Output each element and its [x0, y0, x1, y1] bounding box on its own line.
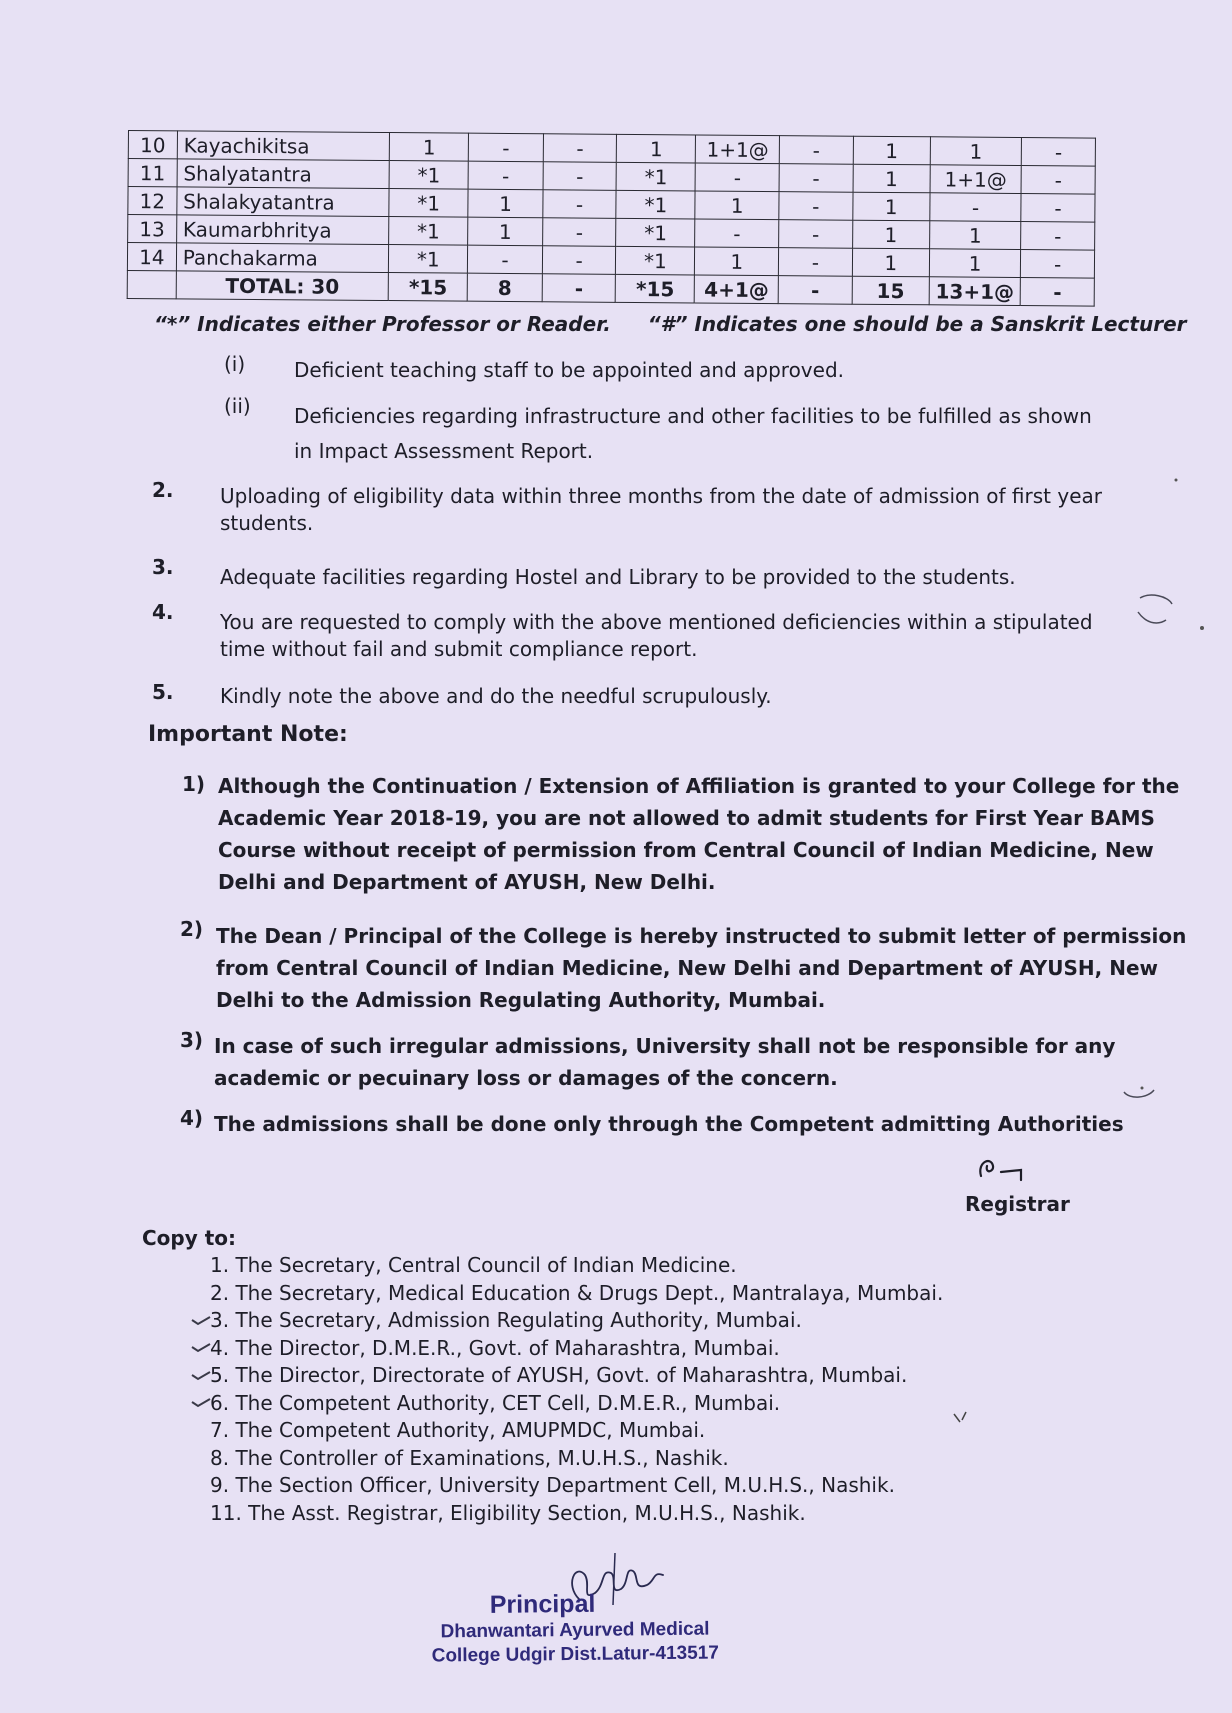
table-cell: 1: [468, 217, 543, 246]
table-cell: *1: [616, 246, 695, 275]
table-cell: Shalyatantra: [177, 159, 390, 189]
table-cell: *1: [389, 217, 468, 246]
item-text: Uploading of eligibility data within three months from the date of admission of first year: [220, 484, 1102, 508]
important-note-heading: Important Note:: [148, 722, 348, 747]
table-cell: 1+1@: [930, 165, 1022, 194]
staff-table-body: [127, 131, 1095, 307]
note-text: [214, 1108, 1124, 1140]
item-text-continued: time without fail and submit compliance report.: [220, 637, 698, 661]
note-number: 3): [180, 1028, 204, 1052]
table-cell: *1: [616, 218, 695, 247]
list-item: 11. The Asst. Registrar, Eligibility Section, M.U.H.S., Nashik.: [210, 1500, 806, 1525]
table-cell: 8: [467, 273, 542, 302]
table-cell: -: [543, 162, 617, 191]
sub-item-text-continued: in Impact Assessment Report.: [294, 439, 594, 463]
stamp-line: Dhanwantari Ayurved Medical: [440, 1618, 710, 1643]
table-cell: -: [1021, 166, 1095, 195]
list-item: 3. The Secretary, Admission Regulating Authority, Mumbai.: [210, 1308, 802, 1332]
table-cell: -: [1021, 194, 1095, 223]
note-line: Delhi and Department of AYUSH, New Delhi.: [218, 870, 716, 894]
list-item: 5. The Director, Directorate of AYUSH, Govt. of Maharashtra, Mumbai.: [210, 1363, 908, 1387]
table-cell: *1: [389, 161, 468, 190]
table-cell: 4+1@: [695, 275, 779, 304]
note-line: Academic Year 2018-19, you are not allowed to admit students for First Year BAMS: [218, 806, 1155, 830]
table-cell: *1: [616, 190, 695, 219]
table-cell: -: [543, 134, 617, 163]
table-cell: -: [930, 193, 1022, 222]
table-cell: -: [779, 164, 853, 193]
table-cell: 11: [128, 159, 177, 187]
table-cell: -: [1022, 138, 1096, 167]
list-item: 4. The Director, D.M.E.R., Govt. of Maharashtra, Mumbai.: [210, 1335, 780, 1360]
table-cell: 1: [695, 247, 779, 276]
table-cell: 15: [852, 276, 929, 305]
item-number: 4.: [152, 600, 174, 624]
stamp-line: College Udgir Dist.Latur-413517: [431, 1642, 719, 1667]
table-cell: 1: [853, 192, 930, 221]
tick-mark-icon: [190, 1396, 212, 1410]
table-cell: -: [778, 248, 852, 277]
legend-star: “*” Indicates either Professor or Reader.: [154, 312, 611, 336]
tick-mark-icon: [190, 1369, 212, 1383]
table-cell: 1+1@: [696, 135, 780, 164]
table-cell: Panchakarma: [176, 243, 389, 273]
table-cell: 1: [929, 249, 1021, 278]
table-cell: 10: [128, 131, 177, 159]
table-cell: -: [468, 245, 543, 274]
item-number: 5.: [152, 680, 174, 704]
item-number: 3.: [152, 555, 174, 579]
table-cell: -: [695, 163, 779, 192]
staff-table: [127, 130, 1096, 307]
sub-item-number: (ii): [224, 394, 251, 418]
list-item: 9. The Section Officer, University Department Cell, M.U.H.S., Nashik.: [210, 1473, 895, 1497]
note-line: Delhi to the Admission Regulating Authority, Mumbai.: [216, 988, 826, 1012]
table-cell: -: [469, 133, 544, 162]
table-cell: 1: [695, 191, 779, 220]
table-cell: -: [468, 161, 543, 190]
registrar-initials: [975, 1152, 1035, 1186]
list-item: 6. The Competent Authority, CET Cell, D.M.E.R., Mumbai.: [210, 1390, 781, 1415]
note-line: The admissions shall be done only through the Competent admitting Authorities: [214, 1112, 1124, 1136]
list-item: 2. The Secretary, Medical Education & Drugs Dept., Mantralaya, Mumbai.: [210, 1280, 944, 1305]
table-cell: 1: [930, 137, 1022, 166]
table-cell: -: [778, 276, 852, 305]
table-cell: -: [1021, 250, 1095, 279]
item-number: 2.: [152, 478, 174, 502]
table-cell: -: [1021, 222, 1095, 251]
table-cell: *15: [616, 274, 695, 303]
item-text-continued: students.: [220, 511, 314, 535]
table-cell: 14: [127, 243, 176, 271]
table-cell: -: [695, 219, 779, 248]
tick-mark-icon: [190, 1314, 212, 1328]
item-text: You are requested to comply with the above mentioned deficiencies within a stipulated: [220, 610, 1093, 634]
note-number: 4): [180, 1106, 204, 1130]
table-cell: -: [542, 246, 616, 275]
list-item: 8. The Controller of Examinations, M.U.H.S., Nashik.: [210, 1445, 729, 1470]
table-cell: -: [1020, 278, 1094, 307]
table-cell: Shalakyatantra: [177, 187, 390, 217]
item-text: Kindly note the above and do the needful scrupulously.: [220, 684, 772, 708]
sub-item-text: Deficient teaching staff to be appointed and approved.: [294, 358, 844, 382]
stamp-title: Principal: [489, 1589, 596, 1619]
table-cell: -: [779, 192, 853, 221]
table-cell: 1: [852, 248, 929, 277]
table-cell: [127, 270, 176, 298]
table-cell: 1: [390, 133, 469, 162]
table-cell: *1: [617, 162, 696, 191]
note-number: 2): [180, 917, 204, 941]
sub-item-text: Deficiencies regarding infrastructure and other facilities to be fulfilled as shown: [294, 404, 1092, 428]
note-text: [214, 1030, 1115, 1094]
note-line: The Dean / Principal of the College is hereby instructed to submit letter of permission: [216, 924, 1187, 948]
note-text: [218, 770, 1179, 898]
list-item: 1. The Secretary, Central Council of Indian Medicine.: [210, 1253, 737, 1277]
table-cell: *1: [389, 189, 468, 218]
table-cell: 1: [468, 189, 543, 218]
table-cell: *1: [389, 245, 468, 274]
table-cell: Kaumarbhritya: [176, 215, 389, 245]
note-line: academic or pecuinary loss or damages of the concern.: [214, 1066, 838, 1090]
note-line: Although the Continuation / Extension of Affiliation is granted to your College for the: [218, 774, 1180, 798]
principal-stamp: [410, 1588, 741, 1668]
copy-to-list: [210, 1252, 1010, 1527]
table-cell: 1: [852, 220, 929, 249]
table-legend: [154, 312, 1187, 336]
note-number: 1): [182, 772, 206, 796]
table-cell: 13: [128, 215, 177, 243]
table-cell: 1: [853, 164, 930, 193]
table-cell: *15: [388, 273, 467, 302]
note-line: from Central Council of Indian Medicine, New Delhi and Department of AYUSH, New: [216, 956, 1158, 980]
table-cell: -: [779, 220, 853, 249]
table-cell: 13+1@: [929, 277, 1021, 306]
table-cell: 1: [929, 221, 1021, 250]
table-cell: 12: [128, 187, 177, 215]
registrar-label: Registrar: [965, 1192, 1070, 1216]
table-cell: -: [542, 218, 616, 247]
table-cell: -: [543, 190, 617, 219]
note-line: Course without receipt of permission from Central Council of Indian Medicine, New: [218, 838, 1154, 862]
list-item: 7. The Competent Authority, AMUPMDC, Mumbai.: [210, 1418, 706, 1442]
table-cell: 1: [853, 136, 930, 165]
note-text: [216, 920, 1186, 1016]
note-line: In case of such irregular admissions, University shall not be responsible for any: [214, 1034, 1116, 1058]
legend-hash: “#” Indicates one should be a Sanskrit Lecturer: [647, 312, 1187, 336]
table-cell: Kayachikitsa: [177, 131, 390, 161]
tick-mark-icon: [190, 1341, 212, 1355]
table-cell: -: [542, 274, 616, 303]
table-cell: -: [779, 136, 853, 165]
table-cell: 1: [617, 134, 696, 163]
table-cell: TOTAL: 30: [176, 271, 389, 301]
copy-to-heading: Copy to:: [142, 1226, 237, 1250]
item-text: Adequate facilities regarding Hostel and Library to be provided to the students.: [220, 565, 1016, 589]
sub-item-number: (i): [224, 352, 246, 376]
